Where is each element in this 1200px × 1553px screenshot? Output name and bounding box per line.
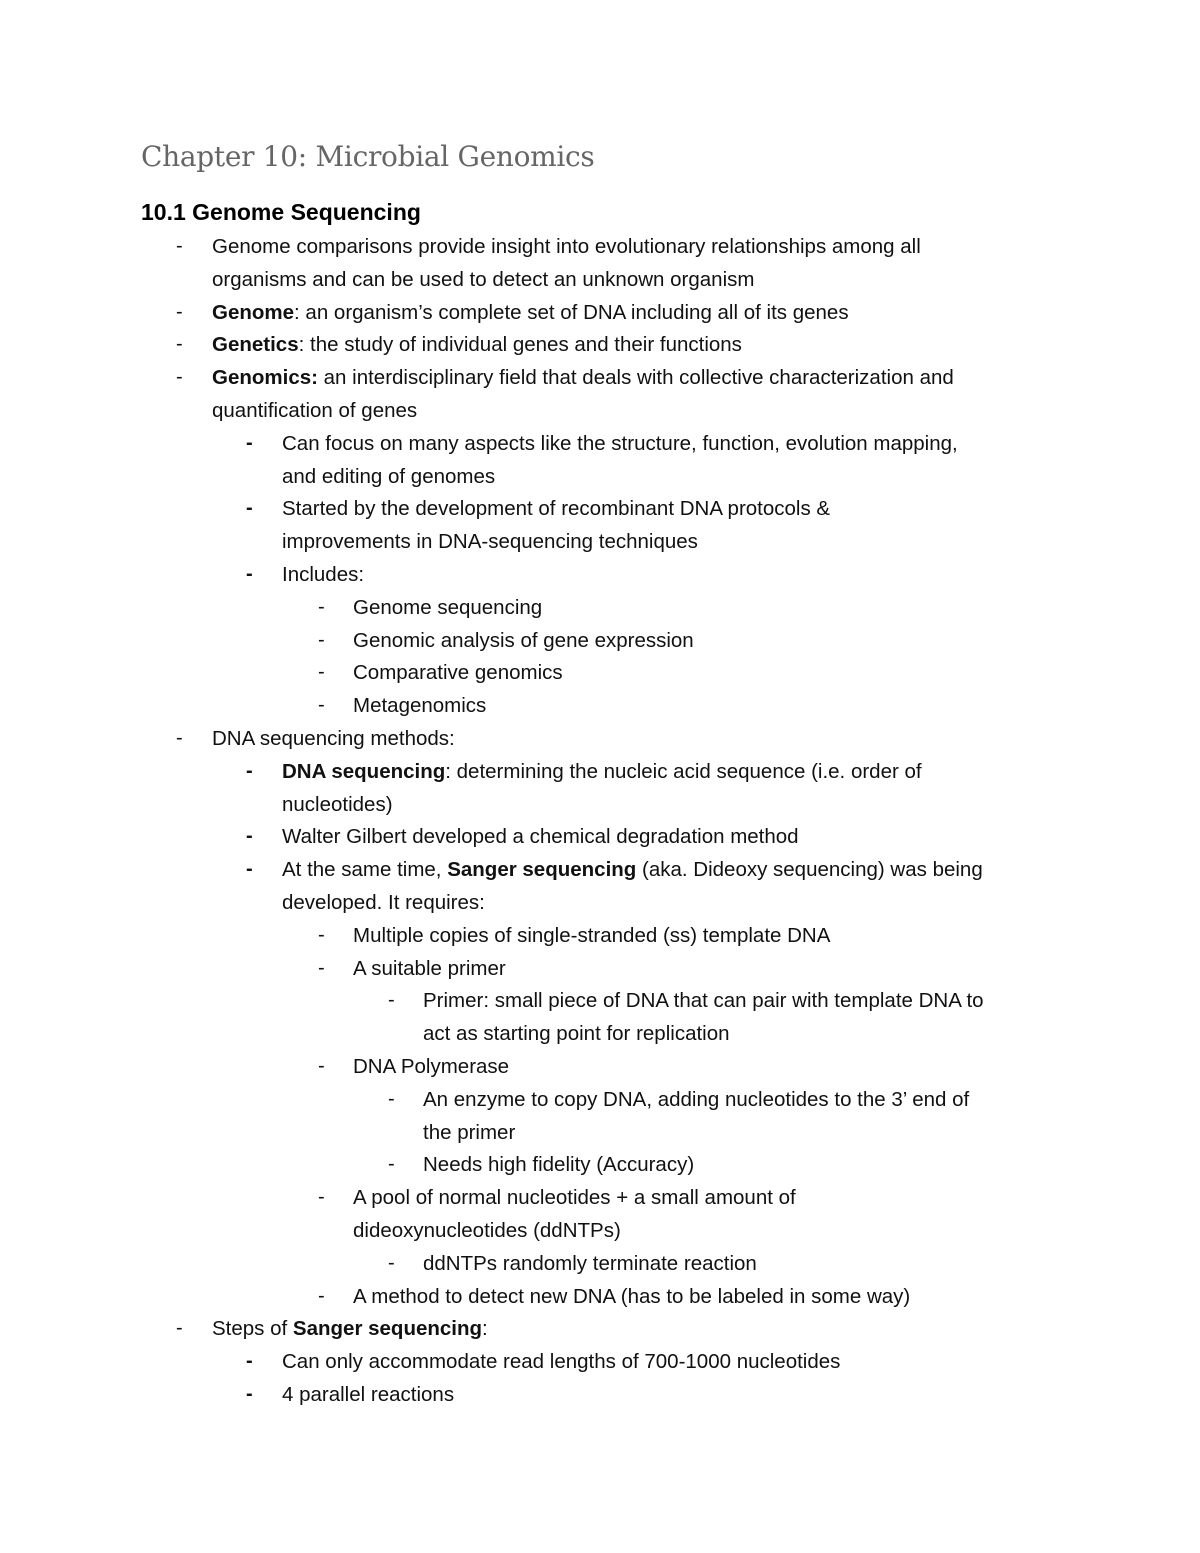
text-run: Genomic analysis of gene expression xyxy=(353,628,694,652)
chapter-title: Chapter 10: Microbial Genomics xyxy=(141,140,595,173)
bullet-dash: - xyxy=(318,1284,325,1307)
text-run: DNA sequencing methods: xyxy=(212,727,455,750)
bullet-text xyxy=(282,1345,840,1378)
bullet-dash: - xyxy=(388,1251,395,1274)
bullet-text xyxy=(282,427,958,460)
text-run: Genome sequencing xyxy=(353,595,543,619)
text-run: act as starting point for replication xyxy=(423,1022,730,1046)
text-run: At the same time, xyxy=(282,858,448,882)
bullet-dash: - xyxy=(388,1087,395,1110)
bullet-dash: - xyxy=(176,235,183,257)
bullet-dash: - xyxy=(388,1153,395,1176)
text-run: Started by the development of recombinant DNA protocols & xyxy=(282,497,831,521)
text-run: nucleotides) xyxy=(282,792,393,816)
text-run: DNA Polymerase xyxy=(353,1055,510,1078)
text-run: Steps of xyxy=(212,1317,293,1341)
bold-term: Genetics xyxy=(212,333,299,357)
bullet-dash: - xyxy=(318,628,325,651)
bullet-dash: - xyxy=(318,923,325,946)
bullet-text xyxy=(282,853,983,886)
text-run: Includes: xyxy=(282,563,365,586)
bullet-text xyxy=(353,1050,509,1083)
text-run: an interdisciplinary field that deals with collective characterization and xyxy=(317,366,954,390)
bullet-dash: - xyxy=(318,956,325,979)
bullet-dash: - xyxy=(246,1383,253,1405)
bullet-dash: - xyxy=(246,858,253,881)
text-run: A suitable primer xyxy=(353,956,506,980)
text-run: organisms and can be used to detect an unknown organism xyxy=(212,267,755,291)
text-run: dideoxynucleotides (ddNTPs) xyxy=(353,1219,621,1242)
text-run: Metagenomics xyxy=(353,694,487,718)
text-run: Can only accommodate read lengths of 700-1000 nucleotides xyxy=(282,1350,841,1374)
text-run: developed. It requires: xyxy=(282,891,485,914)
bullet-text-continuation xyxy=(282,460,495,493)
text-run: Comparative genomics xyxy=(353,661,563,685)
bullet-dash: - xyxy=(246,1350,253,1373)
bullet-text xyxy=(353,689,486,722)
text-run: improvements in DNA-sequencing techniques xyxy=(282,530,698,554)
bullet-text-continuation xyxy=(353,1214,621,1247)
bullet-text xyxy=(423,984,984,1017)
bullet-text xyxy=(212,328,742,361)
bold-term: DNA sequencing xyxy=(282,759,446,783)
bullet-text xyxy=(423,1083,969,1116)
bullet-text xyxy=(423,1148,694,1181)
bullet-text xyxy=(282,755,922,788)
bullet-dash: - xyxy=(388,989,395,1012)
text-run: : xyxy=(482,1317,488,1341)
text-run: Genome comparisons provide insight into evolutionary relationships among all xyxy=(212,235,921,258)
bullet-dash: - xyxy=(176,366,183,389)
bullet-dash: - xyxy=(246,759,253,782)
text-run: Walter Gilbert developed a chemical degradation method xyxy=(282,825,799,849)
bullet-dash: - xyxy=(176,1317,183,1340)
bullet-text xyxy=(353,656,563,689)
bullet-text-continuation xyxy=(212,263,754,296)
bullet-text xyxy=(212,296,849,329)
text-run: : an organism’s complete set of DNA including all of its genes xyxy=(294,300,849,324)
bullet-dash: - xyxy=(318,595,325,618)
bullet-dash: - xyxy=(176,333,183,356)
text-run: quantification of genes xyxy=(212,399,418,422)
bullet-text-continuation xyxy=(282,886,485,919)
bullet-text xyxy=(282,492,830,525)
text-run: Needs high fidelity (Accuracy) xyxy=(423,1153,695,1177)
text-run: : determining the nucleic acid sequence (i.e. order of xyxy=(445,759,922,783)
bullet-text xyxy=(212,722,455,755)
bold-term: Sanger sequencing xyxy=(447,858,637,882)
bullet-text xyxy=(212,230,921,263)
bullet-text-continuation xyxy=(423,1017,730,1050)
text-run: ddNTPs randomly terminate reaction xyxy=(423,1251,757,1275)
bullet-text xyxy=(353,952,506,985)
bold-term: Genomics: xyxy=(212,366,318,390)
section-title: 10.1 Genome Sequencing xyxy=(141,199,421,225)
bullet-text xyxy=(282,1378,454,1411)
bullet-text-continuation xyxy=(423,1116,515,1149)
text-run: and editing of genomes xyxy=(282,464,496,488)
text-run: Primer: small piece of DNA that can pair with template DNA to xyxy=(423,989,984,1013)
bullet-text xyxy=(423,1247,757,1280)
bullet-text xyxy=(282,820,799,853)
text-run: An enzyme to copy DNA, adding nucleotides to the 3’ end of xyxy=(423,1087,970,1111)
bullet-text xyxy=(353,1280,910,1313)
text-run: Can focus on many aspects like the structure, function, evolution mapping, xyxy=(282,431,958,455)
bullet-dash: - xyxy=(318,1186,325,1209)
bullet-text xyxy=(353,624,694,657)
bold-term: Sanger sequencing xyxy=(292,1317,483,1341)
text-run: Multiple copies of single-stranded (ss) template DNA xyxy=(353,923,831,947)
bullet-text-continuation xyxy=(282,525,698,558)
bullet-text xyxy=(212,361,954,394)
bullet-dash: - xyxy=(246,825,253,848)
text-run: the primer xyxy=(423,1120,516,1144)
bold-term: Genome xyxy=(212,300,295,324)
text-run: A pool of normal nucleotides + a small amount of xyxy=(353,1186,796,1210)
bullet-text-continuation xyxy=(282,788,393,821)
bullet-dash: - xyxy=(176,300,183,323)
bullet-dash: - xyxy=(318,694,325,717)
bullet-dash: - xyxy=(318,1055,325,1077)
bullet-text xyxy=(282,558,364,591)
bullet-dash: - xyxy=(246,431,253,454)
text-run: A method to detect new DNA (has to be labeled in some way) xyxy=(353,1284,911,1308)
bullet-text xyxy=(212,1312,488,1345)
bullet-text xyxy=(353,919,830,952)
bullet-text xyxy=(353,591,542,624)
bullet-dash: - xyxy=(176,727,183,749)
bullet-dash: - xyxy=(246,563,253,585)
bullet-dash: - xyxy=(246,497,253,520)
bullet-dash: - xyxy=(318,661,325,684)
bullet-text xyxy=(353,1181,796,1214)
bullet-text-continuation xyxy=(212,394,417,427)
text-run: 4 parallel reactions xyxy=(282,1383,455,1406)
text-run: : the study of individual genes and their functions xyxy=(298,333,742,357)
text-run: (aka. Dideoxy sequencing) was being xyxy=(636,858,983,882)
